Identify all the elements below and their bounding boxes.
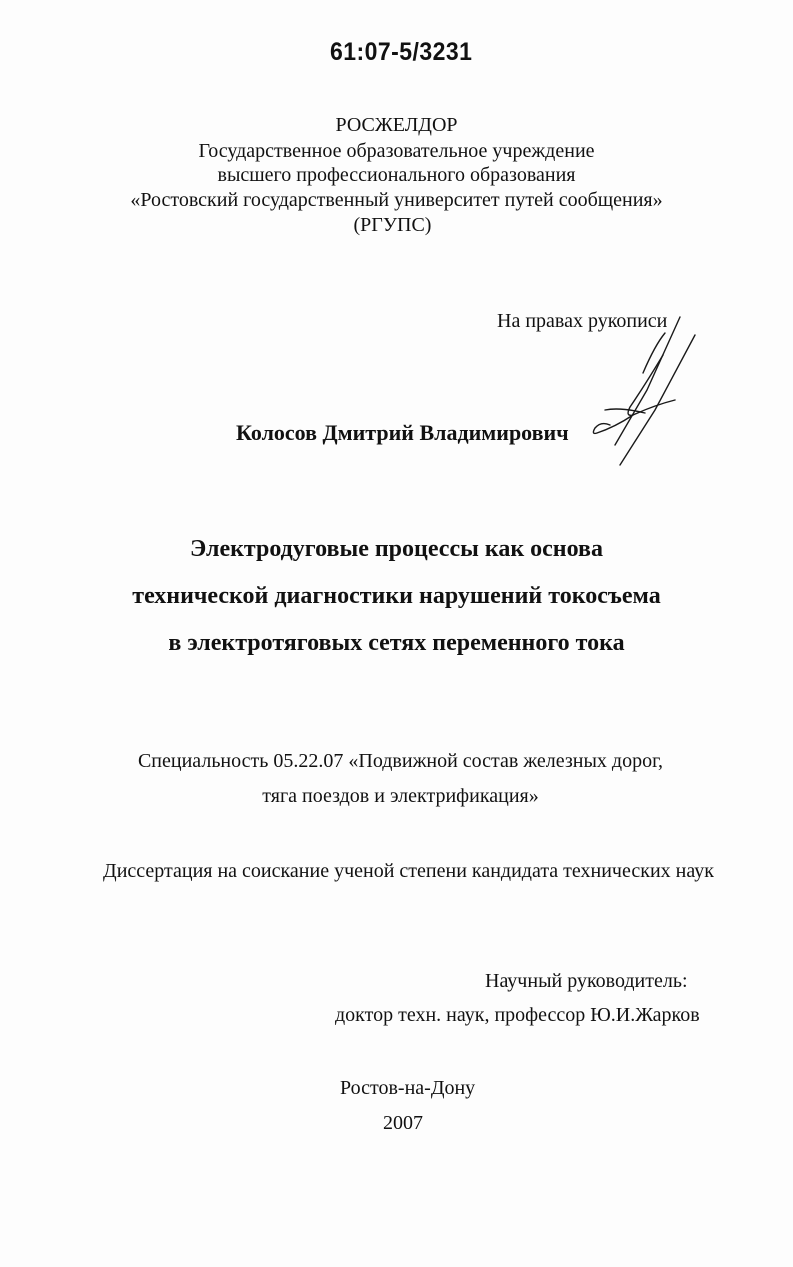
author-name: Колосов Дмитрий Владимирович xyxy=(236,420,569,445)
title-line-3: в электротяговых сетях переменного тока xyxy=(168,630,625,656)
institution-level: высшего профессионального образования xyxy=(217,164,576,186)
signature-icon xyxy=(585,315,705,470)
institution-type: Государственное образовательное учреждение xyxy=(198,140,595,162)
catalog-number: 61:07-5/3231 xyxy=(330,38,473,66)
title-line-1: Электродуговые процессы как основа xyxy=(190,536,603,562)
dissertation-degree: Диссертация на соискание ученой степени кандидата технических наук xyxy=(103,860,714,882)
year: 2007 xyxy=(383,1112,423,1134)
university-abbrev: (РГУПС) xyxy=(353,214,432,236)
university-name: «Ростовский государственный университет путей сообщения» xyxy=(130,189,663,211)
specialty-line-2: тяга поездов и электрификация» xyxy=(262,785,539,807)
manuscript-rights: На правах рукописи xyxy=(497,310,668,332)
supervisor-name: доктор техн. наук, профессор Ю.И.Жарков xyxy=(335,1004,700,1026)
title-line-2: технической диагностики нарушений токосъема xyxy=(132,583,661,609)
supervisor-label: Научный руководитель: xyxy=(485,970,688,992)
specialty-line-1: Специальность 05.22.07 «Подвижной состав железных дорог, xyxy=(137,750,664,772)
city: Ростов-на-Дону xyxy=(340,1077,476,1099)
org-name: РОСЖЕЛДОР xyxy=(335,114,458,136)
